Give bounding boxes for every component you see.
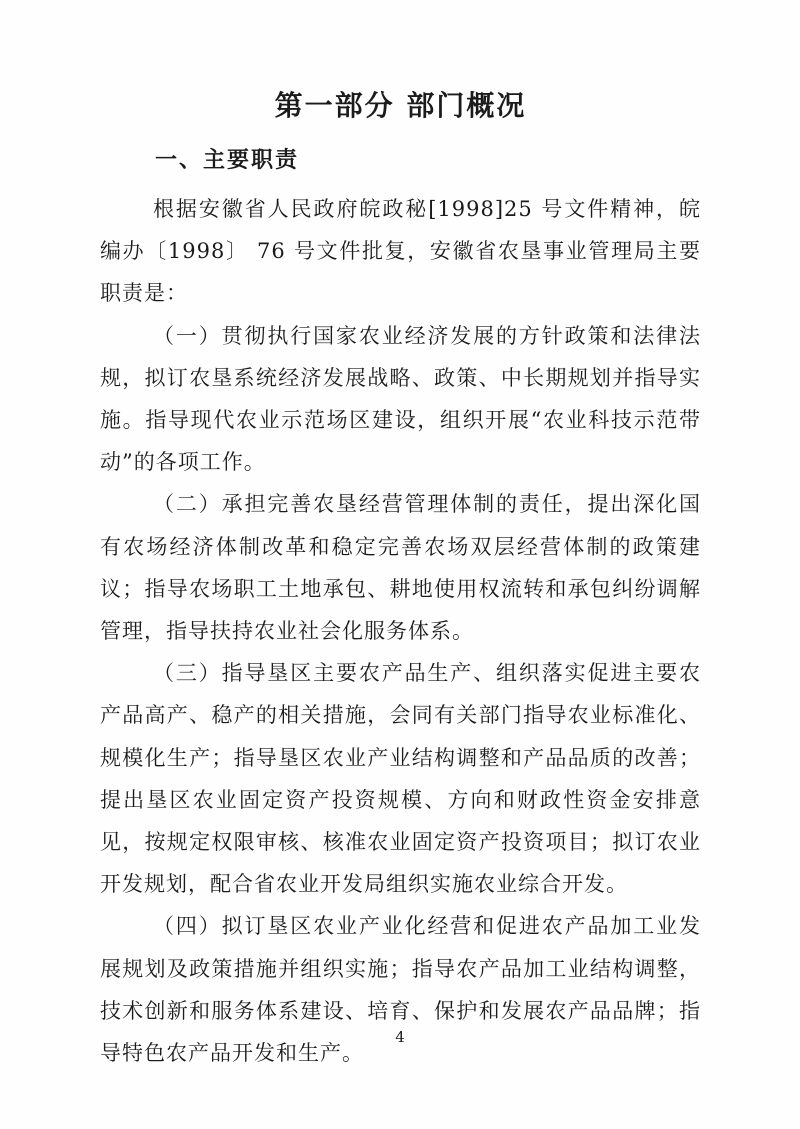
paragraph: （三）指导垦区主要农产品生产、组织落实促进主要农产品高产、稳产的相关措施，会同有关部门指导农业标准化、规模化生产；指导垦区农业产业结构调整和产品品质的改善；提出垦区农业固定资产投资规模、方向和财政性资金安排意见，按规定权限审核、核准农业固定资产投资项目；拟订农业开发规划，配合省农业开发局组织实施农业综合开发。 xyxy=(100,661,701,897)
paragraph: （二）承担完善农垦经营管理体制的责任，提出深化国有农场经济体制改革和稳定完善农场双层经营体制的政策建议；指导农场职工土地承包、耕地使用权流转和承包纠纷调解管理，指导扶持农业社会化服务体系。 xyxy=(100,492,701,644)
page-number: 4 xyxy=(395,1028,405,1046)
paragraph: （四）拟订垦区农业产业化经营和促进农产品加工业发展规划及政策措施并组织实施；指导农产品加工业结构调整，技术创新和服务体系建设、培育、保护和发展农产品品牌；指导特色农产品开发和生产。 xyxy=(100,914,701,1066)
document-body xyxy=(100,188,701,1074)
document-title: 第一部分 部门概况 xyxy=(274,89,527,122)
document-content xyxy=(100,0,701,1074)
section-heading: 一、主要职责 xyxy=(155,148,300,173)
paragraph: （一）贯彻执行国家农业经济发展的方针政策和法律法规，拟订农垦系统经济发展战略、政策、中长期规划并指导实施。指导现代农业示范场区建设，组织开展“农业科技示范带动”的各项工作。 xyxy=(100,323,701,475)
paragraph: 根据安徽省人民政府皖政秘[1998]25 号文件精神，皖编办〔1998〕 76 号文件批复，安徽省农垦事业管理局主要职责是： xyxy=(100,197,701,306)
